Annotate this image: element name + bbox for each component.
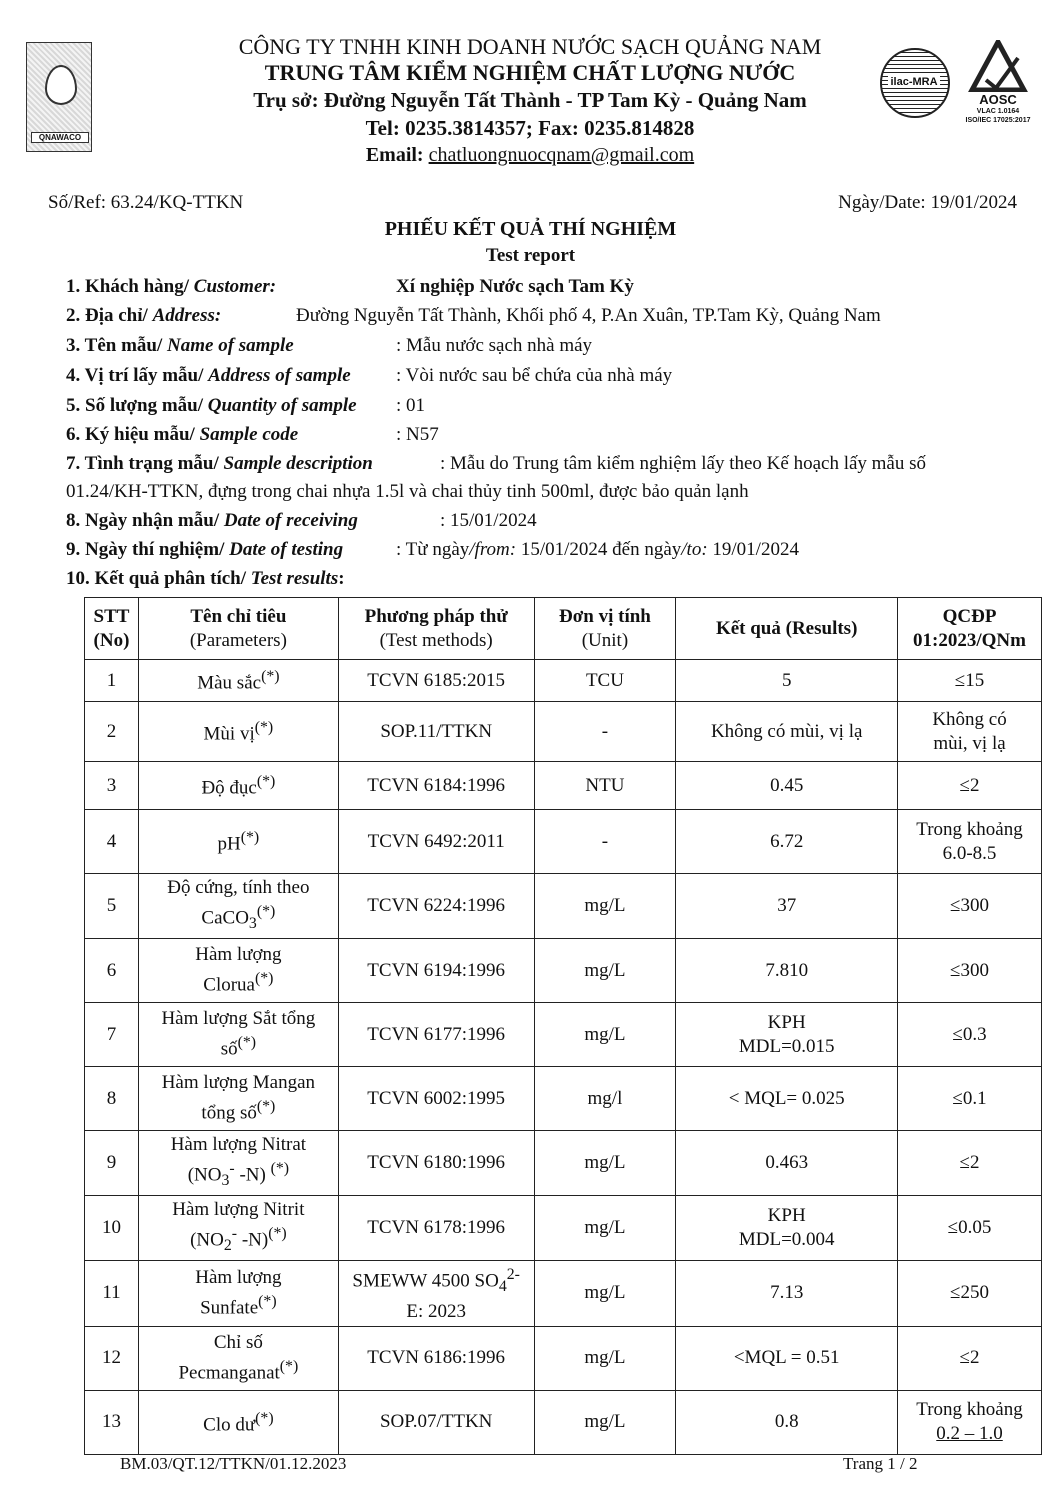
- report-date: Ngày/Date: 19/01/2024: [838, 192, 1017, 213]
- page-number: Trang 1 / 2: [843, 1454, 918, 1473]
- info-test-results: 10. Kết quả phân tích/ Test results:: [66, 568, 345, 589]
- cell-result: <MQL = 0.51: [676, 1326, 898, 1390]
- sample-code-value: : N57: [396, 424, 439, 445]
- customer-value: Xí nghiệp Nước sạch Tam Kỳ: [396, 276, 634, 297]
- aosc-triangle-icon: [968, 40, 1028, 92]
- cell-parameter: Hàm lượng Mangan tổng số(*): [138, 1067, 338, 1131]
- table-row: [85, 660, 1042, 702]
- center-name: TRUNG TÂM KIỂM NGHIỆM CHẤT LƯỢNG NƯỚC: [264, 60, 796, 85]
- aosc-logo: [956, 40, 1040, 136]
- info-date-receiving: 8. Ngày nhận mẫu/ Date of receiving: [66, 510, 358, 531]
- reference-number: Số/Ref: 63.24/KQ-TTKN: [48, 192, 244, 213]
- cell-unit: mg/L: [534, 874, 676, 939]
- address-value: Đường Nguyễn Tất Thành, Khối phố 4, P.An Xuân, TP.Tam Kỳ, Quảng Nam: [296, 305, 881, 326]
- table-row: [85, 1261, 1042, 1326]
- cell-limit: Trong khoảng 0.2 – 1.0: [898, 1390, 1042, 1454]
- header-stt: STT (No): [85, 598, 139, 660]
- cell-result: KPH MDL=0.004: [676, 1196, 898, 1261]
- table-header-row: [85, 598, 1042, 660]
- cell-no: 7: [85, 1003, 139, 1067]
- cell-limit: ≤2: [898, 1131, 1042, 1196]
- cell-no: 1: [85, 660, 139, 702]
- cell-parameter: Chỉ số Pecmanganat(*): [138, 1326, 338, 1390]
- report-subtitle: Test report: [485, 245, 576, 266]
- table-row: [85, 1003, 1042, 1067]
- aosc-iso: ISO/IEC 17025:2017: [965, 117, 1031, 124]
- cell-unit: mg/L: [534, 1326, 676, 1390]
- table-row: [85, 1196, 1042, 1261]
- header-unit: Đơn vị tính (Unit): [534, 598, 676, 660]
- company-logo: [26, 42, 92, 152]
- water-drop-icon: [45, 65, 77, 105]
- cell-result: < MQL= 0.025: [676, 1067, 898, 1131]
- results-table: [84, 597, 1042, 1455]
- info-date-testing: 9. Ngày thí nghiệm/ Date of testing: [66, 539, 344, 560]
- cell-parameter: Độ đục(*): [138, 762, 338, 810]
- cell-result: 7.810: [676, 939, 898, 1003]
- cell-limit: Không có mùi, vị lạ: [898, 702, 1042, 762]
- cell-parameter: Màu sắc(*): [138, 660, 338, 702]
- cell-unit: -: [534, 702, 676, 762]
- contact-email-line: [140, 144, 920, 167]
- table-row: [85, 810, 1042, 874]
- cell-no: 5: [85, 874, 139, 939]
- table-row: [85, 939, 1042, 1003]
- info-sample-description: 7. Tình trạng mẫu/ Sample description: [66, 453, 373, 474]
- cell-parameter: Clo dư(*): [138, 1390, 338, 1454]
- cell-result: 5: [676, 660, 898, 702]
- cell-unit: NTU: [534, 762, 676, 810]
- cell-parameter: Độ cứng, tính theo CaCO$_3$(*): [138, 874, 338, 939]
- cell-limit: ≤15: [898, 660, 1042, 702]
- cell-parameter: Hàm lượng Nitrat ($NO_3^-$ -N) (*): [138, 1131, 338, 1196]
- table-row: [85, 1067, 1042, 1131]
- table-row: [85, 874, 1042, 939]
- email-label: Email:: [365, 144, 429, 166]
- cell-no: 10: [85, 1196, 139, 1261]
- cell-method: TCVN 6186:1996: [338, 1326, 534, 1390]
- cell-result: Không có mùi, vị lạ: [676, 702, 898, 762]
- cell-no: 9: [85, 1131, 139, 1196]
- cell-no: 2: [85, 702, 139, 762]
- sample-description-value: : Mẫu do Trung tâm kiểm nghiệm lấy theo Kế hoạch lấy mẫu số: [440, 453, 927, 474]
- cell-no: 8: [85, 1067, 139, 1131]
- office-address: Trụ sở: Đường Nguyễn Tất Thành - TP Tam Kỳ - Quảng Nam: [253, 88, 807, 112]
- cell-result: 37: [676, 874, 898, 939]
- cell-limit: ≤0.3: [898, 1003, 1042, 1067]
- email-link[interactable]: chatluongnuocqnam@gmail.com: [428, 144, 695, 166]
- cell-method: SOP.07/TTKN: [338, 1390, 534, 1454]
- cell-result: KPH MDL=0.015: [676, 1003, 898, 1067]
- info-quantity: 5. Số lượng mẫu/ Quantity of sample: [66, 395, 357, 416]
- info-sample-location: 4. Vị trí lấy mẫu/ Address of sample: [66, 365, 351, 386]
- table-row: [85, 762, 1042, 810]
- date-receiving-value: : 15/01/2024: [440, 510, 537, 531]
- aosc-name: AOSC: [979, 92, 1017, 107]
- quantity-value: : 01: [396, 395, 426, 416]
- cell-limit: ≤300: [898, 939, 1042, 1003]
- cell-result: 0.45: [676, 762, 898, 810]
- aosc-vilas: VLAC 1.0164: [976, 108, 1020, 115]
- cell-result: 0.463: [676, 1131, 898, 1196]
- date-testing-value: : Từ ngày/from: 15/01/2024 đến ngày/to: 19/01/2024: [396, 539, 799, 560]
- cell-result: 7.13: [676, 1261, 898, 1326]
- header-standard: QCĐP 01:2023/QNm: [898, 598, 1042, 660]
- cell-limit: ≤0.1: [898, 1067, 1042, 1131]
- cell-unit: -: [534, 810, 676, 874]
- cell-unit: mg/L: [534, 1131, 676, 1196]
- cell-limit: ≤300: [898, 874, 1042, 939]
- cell-result: 0.8: [676, 1390, 898, 1454]
- ilac-logo-text: ilac-MRA: [888, 76, 940, 88]
- cell-method: TCVN 6180:1996: [338, 1131, 534, 1196]
- table-row: [85, 702, 1042, 762]
- form-code: BM.03/QT.12/TTKN/01.12.2023: [120, 1454, 347, 1473]
- ilac-mra-logo: [880, 48, 950, 118]
- cell-parameter: Hàm lượng Sunfate(*): [138, 1261, 338, 1326]
- info-sample-name: 3. Tên mẫu/ Name of sample: [66, 335, 294, 356]
- cell-no: 3: [85, 762, 139, 810]
- cell-parameter: Hàm lượng Clorua(*): [138, 939, 338, 1003]
- cell-method: TCVN 6178:1996: [338, 1196, 534, 1261]
- info-customer: 1. Khách hàng/ Customer:: [66, 276, 277, 297]
- cell-method: TCVN 6184:1996: [338, 762, 534, 810]
- cell-parameter: Mùi vị(*): [138, 702, 338, 762]
- cell-result: 6.72: [676, 810, 898, 874]
- cell-unit: mg/L: [534, 1261, 676, 1326]
- cell-no: 13: [85, 1390, 139, 1454]
- cell-method: TCVN 6002:1995: [338, 1067, 534, 1131]
- cell-no: 4: [85, 810, 139, 874]
- report-title: PHIẾU KẾT QUẢ THÍ NGHIỆM: [384, 218, 677, 240]
- cell-unit: mg/L: [534, 1390, 676, 1454]
- cell-method: SOP.11/TTKN: [338, 702, 534, 762]
- contact-phone: Tel: 0235.3814357; Fax: 0235.814828: [365, 116, 695, 140]
- sample-name-value: : Mẫu nước sạch nhà máy: [396, 335, 593, 356]
- sample-description-value-cont: 01.24/KH-TTKN, đựng trong chai nhựa 1.5l và chai thủy tinh 500ml, được bảo quản lạnh: [66, 481, 749, 502]
- company-name: CÔNG TY TNHH KINH DOANH NƯỚC SẠCH QUẢNG NAM: [238, 34, 822, 59]
- cell-method: TCVN 6185:2015: [338, 660, 534, 702]
- cell-parameter: pH(*): [138, 810, 338, 874]
- cell-method: SMEWW 4500 $SO_4^{2-}$ E: 2023: [338, 1261, 534, 1326]
- table-row: [85, 1131, 1042, 1196]
- table-row: [85, 1390, 1042, 1454]
- cell-limit: ≤2: [898, 762, 1042, 810]
- cell-unit: mg/l: [534, 1067, 676, 1131]
- cell-no: 6: [85, 939, 139, 1003]
- cell-unit: mg/L: [534, 1003, 676, 1067]
- sample-location-value: : Vòi nước sau bể chứa của nhà máy: [396, 365, 673, 386]
- cell-parameter: Hàm lượng Sắt tổng số(*): [138, 1003, 338, 1067]
- cell-limit: ≤0.05: [898, 1196, 1042, 1261]
- logo-text: QNAWACO: [31, 132, 89, 143]
- header-method: Phương pháp thử (Test methods): [338, 598, 534, 660]
- info-address: 2. Địa chỉ/ Address:: [66, 305, 222, 326]
- header-parameter: Tên chỉ tiêu (Parameters): [138, 598, 338, 660]
- cell-limit: ≤250: [898, 1261, 1042, 1326]
- cell-limit: ≤2: [898, 1326, 1042, 1390]
- header-result: Kết quả (Results): [676, 598, 898, 660]
- cell-no: 12: [85, 1326, 139, 1390]
- cell-method: TCVN 6194:1996: [338, 939, 534, 1003]
- cell-method: TCVN 6492:2011: [338, 810, 534, 874]
- info-sample-code: 6. Ký hiệu mẫu/ Sample code: [66, 424, 299, 445]
- cell-no: 11: [85, 1261, 139, 1326]
- cell-method: TCVN 6177:1996: [338, 1003, 534, 1067]
- cell-unit: TCU: [534, 660, 676, 702]
- cell-unit: mg/L: [534, 1196, 676, 1261]
- cell-parameter: Hàm lượng Nitrit ($NO_2^-$ -N)(*): [138, 1196, 338, 1261]
- cell-limit: Trong khoảng 6.0-8.5: [898, 810, 1042, 874]
- table-row: [85, 1326, 1042, 1390]
- cell-unit: mg/L: [534, 939, 676, 1003]
- cell-method: TCVN 6224:1996: [338, 874, 534, 939]
